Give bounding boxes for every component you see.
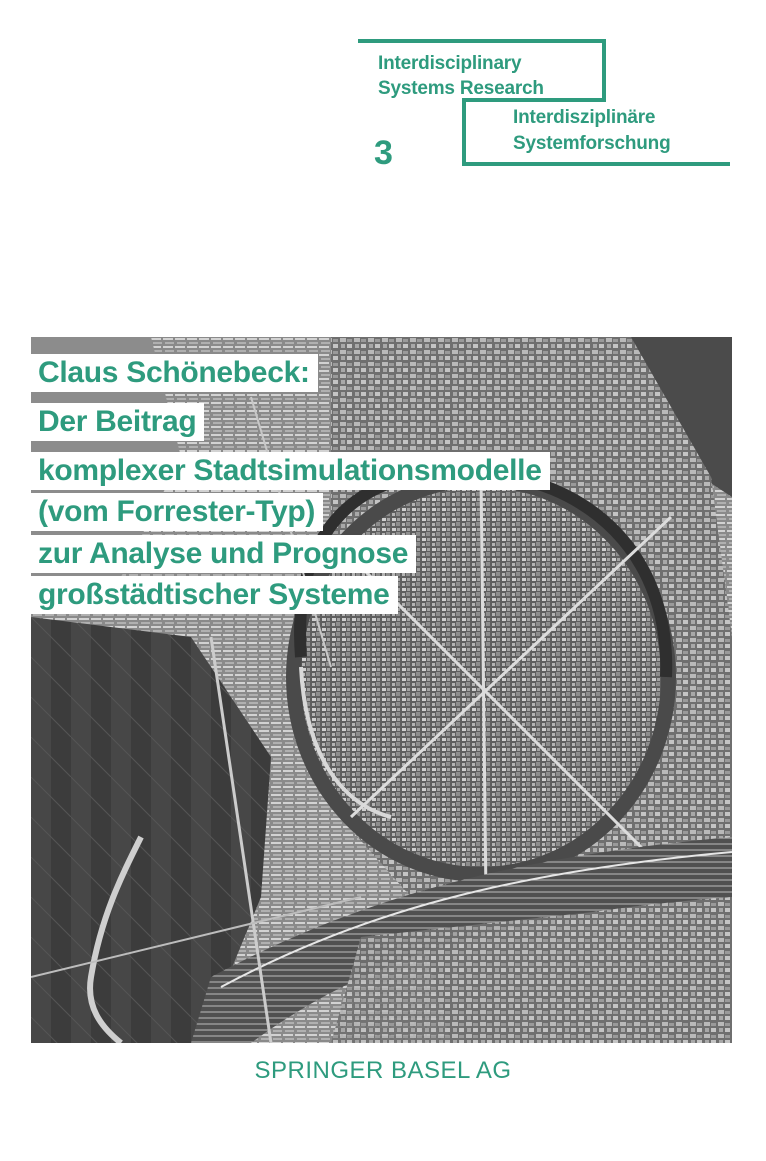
series-name-de-line1: Interdisziplinäre <box>513 107 656 128</box>
aerial-city-photo-icon <box>31 337 732 1043</box>
series-bracket-right <box>602 39 606 101</box>
title-line-5: zur Analyse und Prognose <box>31 535 416 573</box>
series-bracket-left <box>462 98 466 166</box>
title-line-4: (vom Forrester-Typ) <box>31 493 323 531</box>
series-number: 3 <box>374 134 393 172</box>
series-bracket-bottom <box>462 162 730 166</box>
series-name-en-line1: Interdisciplinary <box>378 53 522 74</box>
title-line-1: Claus Schönebeck: <box>31 354 318 392</box>
title-line-6: großstädtischer Systeme <box>31 576 398 614</box>
series-name-en-line2: Systems Research <box>378 78 544 99</box>
title-line-2: Der Beitrag <box>31 403 204 441</box>
series-logo <box>0 0 766 200</box>
series-bracket-top <box>358 39 606 43</box>
title-line-3: komplexer Stadtsimulationsmodelle <box>31 452 550 490</box>
aerial-city-photo <box>31 337 732 1043</box>
publisher-name: SPRINGER BASEL AG <box>254 1057 512 1084</box>
series-name-de-line2: Systemforschung <box>513 133 671 154</box>
